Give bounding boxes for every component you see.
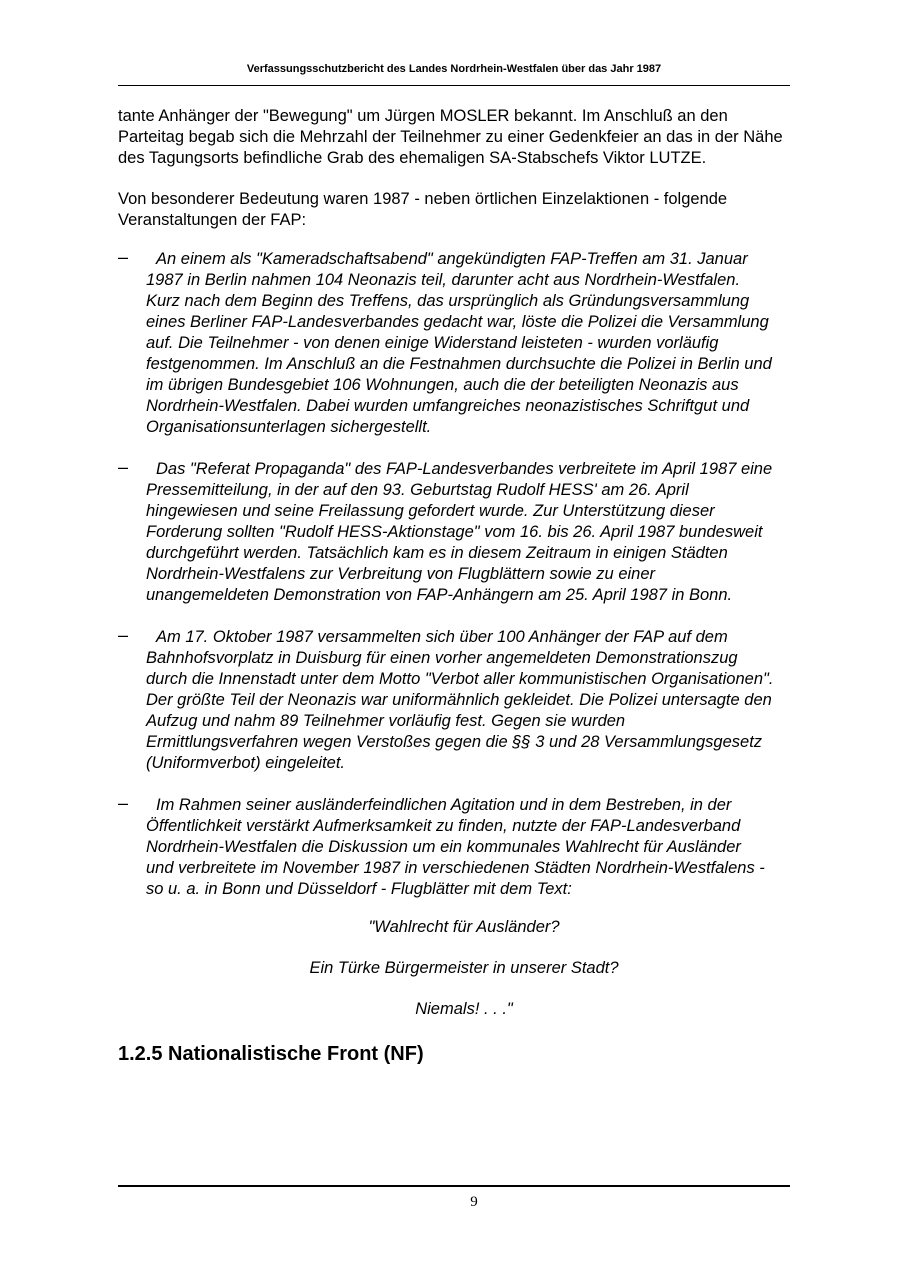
footer-rule	[118, 1185, 790, 1187]
dash-bullet: –	[118, 793, 129, 813]
running-header: Verfassungsschutzbericht des Landes Nordrhein-Westfalen über das Jahr 1987	[246, 63, 662, 75]
page-body	[118, 106, 790, 1067]
leaflet-quote	[146, 917, 782, 1020]
paragraph-1: tante Anhänger der "Bewegung" um Jürgen MOSLER bekannt. Im Anschluß an den Parteitag begab sich die Mehrzahl der Teilnehmer zu einer Gedenkfeier an das in der Nähe des Tagungsorts befindliche Grab des ehemaligen SA-Stabschefs Viktor LUTZE.	[118, 107, 783, 167]
list-item	[118, 459, 782, 606]
header-rule	[118, 85, 790, 86]
list-item-text: An einem als "Kameradschaftsabend" angekündigten FAP-Treffen am 31. Januar 1987 in Berlin nahmen 104 Neonazis teil, darunter acht aus Nordrhein-Westfalen. Kurz nach dem Beginn des Treffens, das ursprünglich als Gründungsversammlung eines Berliner FAP-Landesverbandes gedacht war, löste die Polizei die Versammlung auf. Die Teilnehmer - von denen einige Widerstand leisteten - wurden vorläufig festgenommen. Im Anschluß an die Festnahmen durchsuchte die Polizei in Berlin und im übrigen Bundesgebiet 106 Wohnungen, auch die der beteiligten Neonazis aus Nordrhein-Westfalen. Dabei wurden umfangreiches neonazistisches Schriftgut und Organisationsunterlagen sichergestellt.	[146, 250, 772, 436]
list-item-text: Das "Referat Propaganda" des FAP-Landesverbandes verbreitete im April 1987 eine Pressemitteilung, in der auf den 93. Geburtstag Rudolf HESS' am 26. April hingewiesen und seine Freilassung gefordert wurde. Zur Unterstützung dieser Forderung sollten "Rudolf HESS-Aktionstage" vom 16. bis 26. April 1987 bundesweit durchgeführt werden. Tatsächlich kam es in diesem Zeitraum in einigen Städten Nordrhein-Westfalens zur Verbreitung von Flugblättern sowie zu einer unangemeldeten Demonstration von FAP-Anhängern am 25. April 1987 in Bonn.	[146, 460, 773, 604]
quote-line: Niemals! . . ."	[415, 1000, 513, 1018]
section-heading: 1.2.5 Nationalistische Front (NF)	[118, 1043, 424, 1065]
quote-line: Ein Türke Bürgermeister in unserer Stadt?	[309, 959, 619, 977]
list-item	[118, 627, 778, 774]
dash-bullet: –	[118, 457, 129, 477]
page-number: 9	[470, 1194, 478, 1210]
dash-bullet: –	[118, 625, 129, 645]
dash-bullet: –	[118, 247, 129, 267]
quote-line: "Wahlrecht für Ausländer?	[368, 918, 560, 936]
paragraph-2: Von besonderer Bedeutung waren 1987 - neben örtlichen Einzelaktionen - folgende Veranstaltungen der FAP:	[118, 190, 728, 229]
list-item-text: Am 17. Oktober 1987 versammelten sich über 100 Anhänger der FAP auf dem Bahnhofsvorplatz in Duisburg für einen vorher angemeldeten Demonstrationszug durch die Innenstadt unter dem Motto "Verbot aller kommunistischen Organisationen". Der größte Teil der Neonazis war uniformähnlich gekleidet. Die Polizei untersagte den Aufzug und nahm 89 Teilnehmer vorläufig fest. Gegen sie wurden Ermittlungsverfahren wegen Verstoßes gegen die §§ 3 und 28 Versammlungsgesetz (Uniformverbot) eingeleitet.	[146, 628, 774, 772]
list-item	[118, 795, 768, 900]
event-list	[118, 249, 790, 900]
list-item	[118, 249, 778, 438]
list-item-text: Im Rahmen seiner ausländerfeindlichen Agitation und in dem Bestreben, in der Öffentlichkeit verstärkt Aufmerksamkeit zu finden, nutzte der FAP-Landesverband Nordrhein-Westfalen die Diskussion um ein kommunales Wahlrecht für Ausländer und verbreitete im November 1987 in verschiedenen Städten Nordrhein-Westfalens - so u. a. in Bonn und Düsseldorf - Flugblätter mit dem Text:	[146, 796, 765, 898]
